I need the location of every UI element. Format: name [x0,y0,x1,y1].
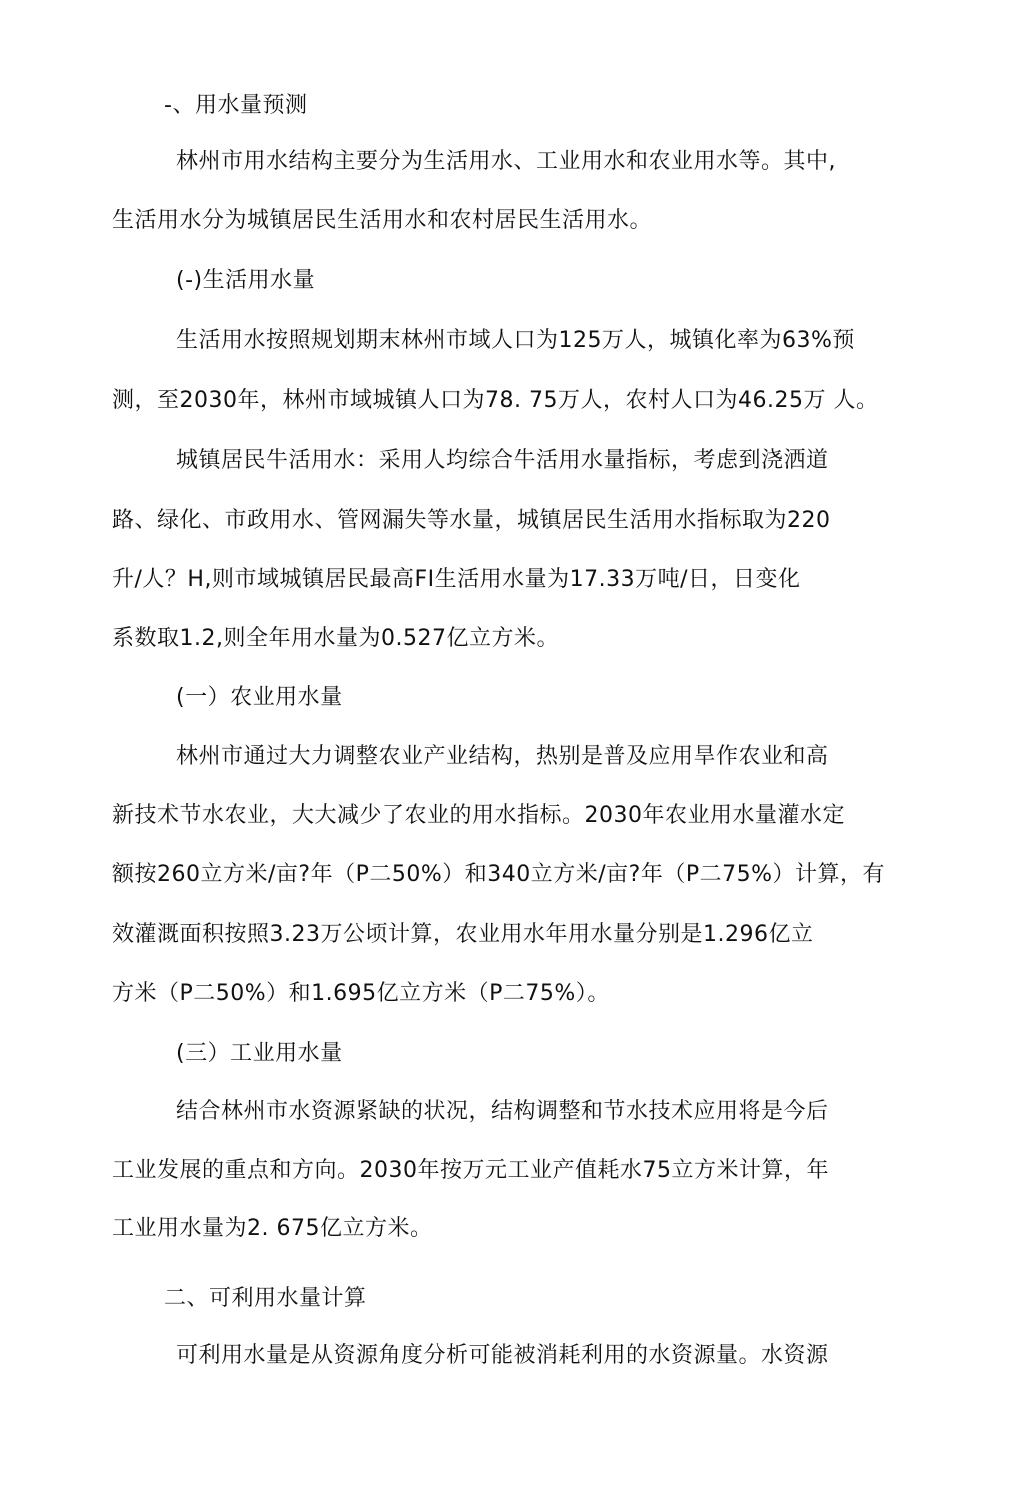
paragraph-line: 效灌溉面积按照3.23万公顷计算，农业用水年用水量分别是1.296亿立 [112,922,814,947]
paragraph-line: 林州市用水结构主要分为生活用水、工业用水和农业用水等。其中, [176,149,836,174]
paragraph-line: 新技术节水农业，大大减少了农业的用水指标。2030年农业用水量灌水定 [112,803,845,828]
paragraph-line: 系数取1.2,则全年用水量为0.527亿立方米。 [112,626,559,651]
subsection-heading-domestic: (-)生活用水量 [176,268,316,293]
paragraph-line: 升/人？H,则市域城镇居民最高FI生活用水量为17.33万吨/日，日变化 [112,567,801,592]
paragraph-line: 可利用水量是从资源角度分析可能被消耗利用的水资源量。水资源 [176,1343,829,1368]
paragraph-line: 工业用水量为2. 675亿立方米。 [112,1216,433,1241]
paragraph-line: 生活用水按照规划期末林州市域人口为125万人，城镇化率为63%预 [176,328,855,353]
paragraph-line: 生活用水分为城镇居民生活用水和农村居民生活用水。 [112,208,653,233]
paragraph-line: 工业发展的重点和方向。2030年按万元工业产值耗水75立方米计算，年 [112,1158,829,1183]
subsection-heading-industry: (三）工业用水量 [176,1041,343,1066]
paragraph-line: 额按260立方米/亩?年（P二50%）和340立方米/亩?年（P二75%）计算，有 [112,862,885,887]
paragraph-line: 测，至2030年，林州市域城镇人口为78. 75万人，农村人口为46.25万 人。 [112,388,879,413]
paragraph-line: 结合林州市水资源紧缺的状况，结构调整和节水技术应用将是今后 [176,1099,829,1124]
subsection-heading-agriculture: (一）农业用水量 [176,685,343,710]
paragraph-line: 城镇居民牛活用水：采用人均综合牛活用水量指标，考虑到浇洒道 [176,448,829,473]
section-heading-available-water: 二、可利用水量计算 [164,1286,367,1311]
paragraph-line: 方米（P二50%）和1.695亿立方米（P二75%）。 [112,981,610,1006]
paragraph-line: 林州市通过大力调整农业产业结构，热别是普及应用旱作农业和高 [176,744,829,769]
section-heading-water-demand: -、用水量预测 [164,93,308,118]
paragraph-line: 路、绿化、市政用水、管网漏失等水量，城镇居民生活用水指标取为220 [112,508,831,533]
